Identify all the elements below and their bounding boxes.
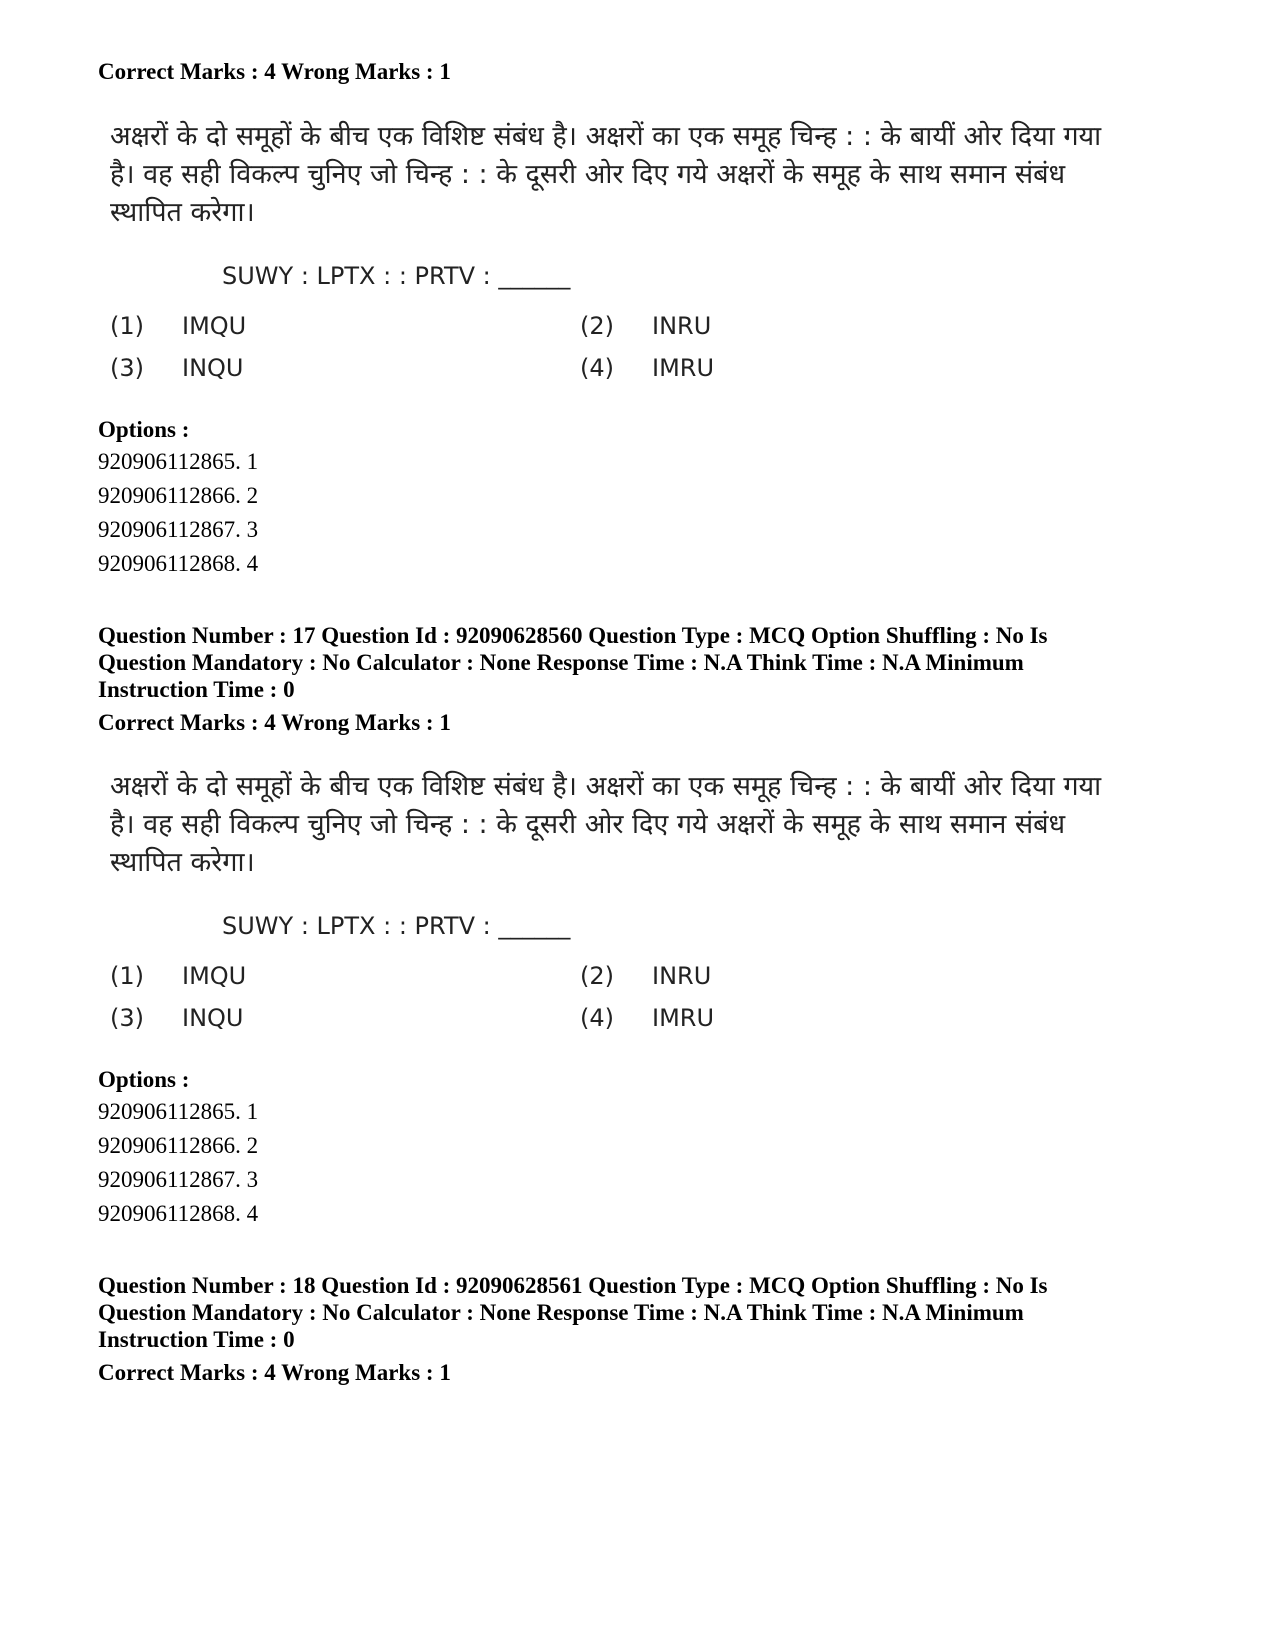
choice-text: INQU	[182, 1004, 244, 1032]
choice-item	[580, 312, 1050, 340]
options-label: Options :	[98, 1067, 190, 1092]
question-image	[110, 118, 1120, 382]
choice-number: (1)	[110, 962, 144, 990]
choice-text: INRU	[652, 312, 712, 340]
choice-text: INRU	[652, 962, 712, 990]
option-line: 920906112868. 4	[98, 551, 259, 576]
question-meta-line: Question Mandatory : No Calculator : None Response Time : N.A Think Time : N.A Minimum	[98, 650, 1024, 675]
question-meta-line: Question Number : 18 Question Id : 92090628561 Question Type : MCQ Option Shuffling : No Is	[98, 1273, 1048, 1298]
choice-number: (1)	[110, 312, 144, 340]
marks-line: Correct Marks : 4 Wrong Marks : 1	[98, 1360, 451, 1385]
option-line: 920906112865. 1	[98, 1099, 259, 1124]
choice-item	[580, 962, 1050, 990]
choice-text: IMQU	[182, 962, 247, 990]
question-text: अक्षरों के दो समूहों के बीच एक विशिष्ट संबंध है। अक्षरों का एक समूह चिन्ह : : के बायीं ओर दिया गया है। वह सही विकल्प चुनिए जो चिन्ह : : के दूसरी ओर दिए गये अक्षरों के समूह के साथ समान संबंध स्थापित करेगा।	[110, 121, 1102, 228]
analogy-text: SUWY : LPTX : : PRTV : ______	[222, 912, 571, 940]
choice-item	[110, 312, 580, 340]
choice-grid	[110, 312, 1120, 382]
question-meta-line: Instruction Time : 0	[98, 677, 295, 702]
option-line: 920906112867. 3	[98, 1167, 259, 1192]
option-line: 920906112868. 4	[98, 1201, 259, 1226]
choice-item	[110, 354, 580, 382]
options-block	[98, 417, 258, 581]
marks-line: Correct Marks : 4 Wrong Marks : 1	[98, 710, 451, 735]
option-line: 920906112866. 2	[98, 483, 259, 508]
choice-item	[580, 1004, 1050, 1032]
marks-line: Correct Marks : 4 Wrong Marks : 1	[98, 59, 451, 84]
choice-text: IMRU	[652, 354, 715, 382]
question-meta-line: Question Mandatory : No Calculator : None Response Time : N.A Think Time : N.A Minimum	[98, 1300, 1024, 1325]
question-text: अक्षरों के दो समूहों के बीच एक विशिष्ट संबंध है। अक्षरों का एक समूह चिन्ह : : के बायीं ओर दिया गया है। वह सही विकल्प चुनिए जो चिन्ह : : के दूसरी ओर दिए गये अक्षरों के समूह के साथ समान संबंध स्थापित करेगा।	[110, 771, 1102, 878]
choice-text: INQU	[182, 354, 244, 382]
option-line: 920906112867. 3	[98, 517, 259, 542]
question-meta-line: Instruction Time : 0	[98, 1327, 295, 1352]
choice-number: (2)	[580, 962, 614, 990]
options-label: Options :	[98, 417, 190, 442]
choice-text: IMRU	[652, 1004, 715, 1032]
choice-number: (4)	[580, 1004, 614, 1032]
options-block	[98, 1067, 258, 1231]
choice-text: IMQU	[182, 312, 247, 340]
option-line: 920906112865. 1	[98, 449, 259, 474]
choice-number: (4)	[580, 354, 614, 382]
choice-item	[110, 1004, 580, 1032]
choice-item	[110, 962, 580, 990]
choice-number: (3)	[110, 1004, 144, 1032]
option-line: 920906112866. 2	[98, 1133, 259, 1158]
choice-grid	[110, 962, 1120, 1032]
choice-item	[580, 354, 1050, 382]
analogy-text: SUWY : LPTX : : PRTV : ______	[222, 262, 571, 290]
question-meta-line: Question Number : 17 Question Id : 92090628560 Question Type : MCQ Option Shuffling : No Is	[98, 623, 1048, 648]
choice-number: (2)	[580, 312, 614, 340]
choice-number: (3)	[110, 354, 144, 382]
question-image	[110, 768, 1120, 1032]
